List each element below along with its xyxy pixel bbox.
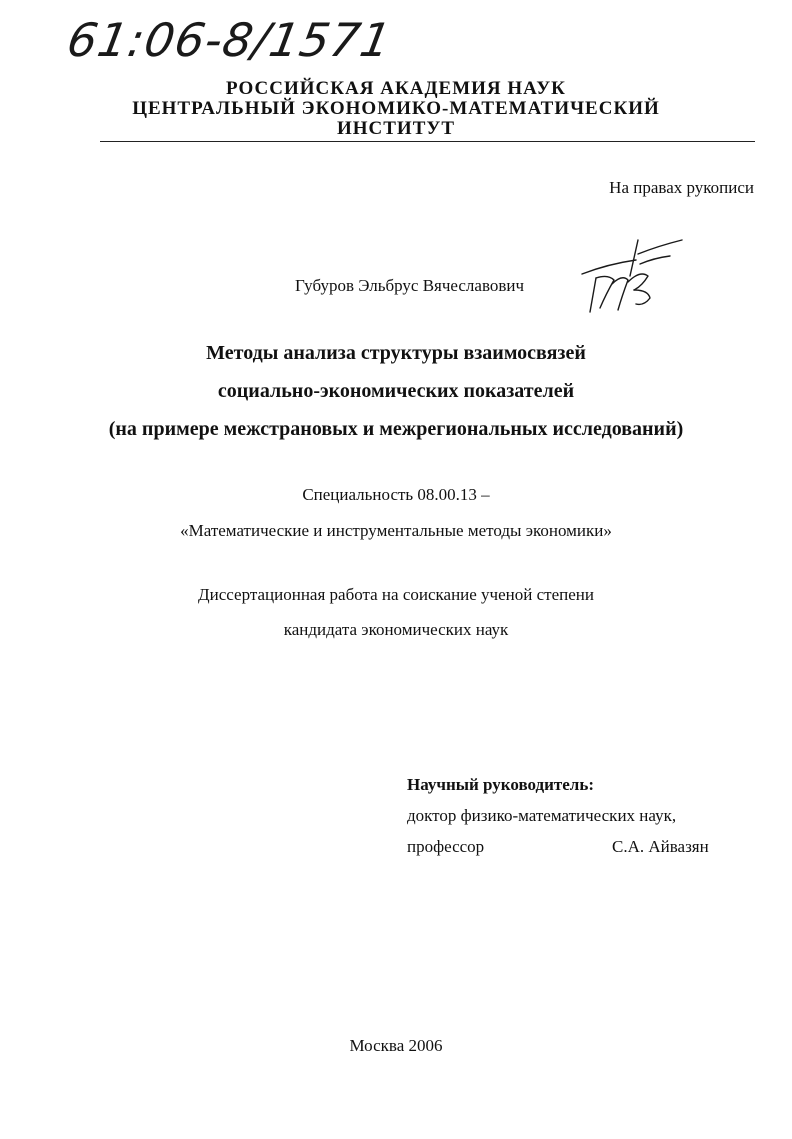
header-institute-line2: ИНСТИТУТ: [336, 118, 456, 139]
author-signature: [578, 234, 686, 316]
supervisor-degree: доктор физико-математических наук,: [407, 806, 677, 825]
archive-number-handwritten: 61:06-8/1571: [63, 13, 396, 67]
dissertation-title-line3: (на примере межстрановых и межрегиональных исследований): [108, 418, 684, 440]
dissertation-title-line1: Методы анализа структуры взаимосвязей: [206, 342, 586, 364]
header-divider: [100, 141, 755, 142]
degree-line2: кандидата экономических наук: [283, 620, 509, 639]
supervisor-heading: Научный руководитель:: [407, 775, 594, 794]
manuscript-rights-note: На правах рукописи: [609, 178, 754, 197]
degree-line1: Диссертационная работа на соискание ученой степени: [198, 585, 594, 604]
header-academy: РОССИЙСКАЯ АКАДЕМИЯ НАУК: [226, 78, 566, 99]
dissertation-title-line2: социально-экономических показателей: [217, 380, 575, 402]
specialty-name: «Математические и инструментальные методы экономики»: [180, 521, 612, 540]
header-institute-line1: ЦЕНТРАЛЬНЫЙ ЭКОНОМИКО-МАТЕМАТИЧЕСКИЙ: [132, 98, 660, 119]
supervisor-rank: профессор: [407, 837, 485, 856]
author-name: Губуров Эльбрус Вячеславович: [295, 276, 525, 295]
city-year: Москва 2006: [349, 1036, 443, 1055]
specialty-code: Специальность 08.00.13 –: [302, 485, 490, 504]
supervisor-name: С.А. Айвазян: [612, 837, 709, 856]
